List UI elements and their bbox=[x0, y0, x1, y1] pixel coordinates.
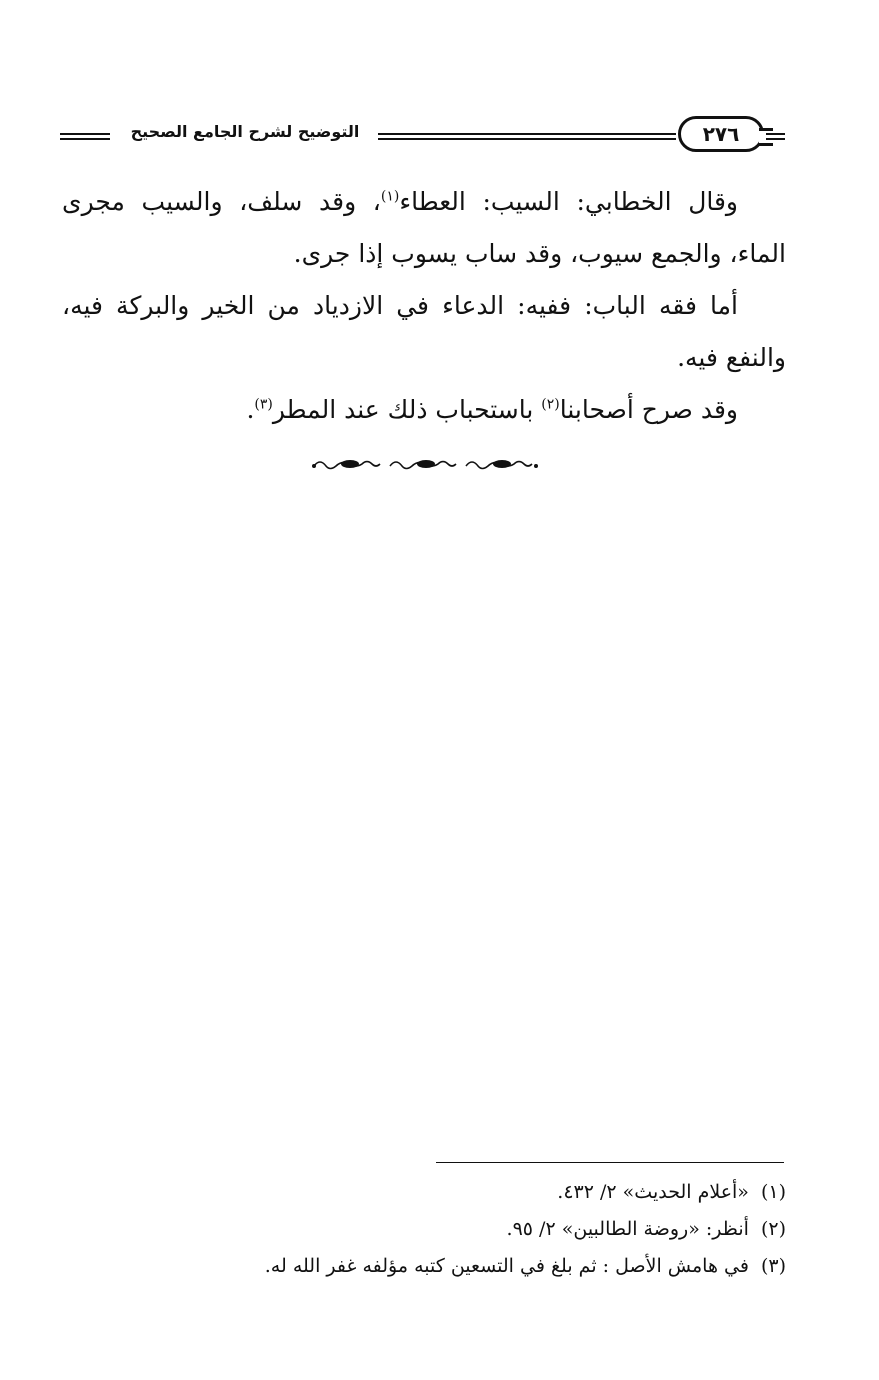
header-rule-middle bbox=[378, 133, 676, 140]
running-title: التوضيح لشرح الجامع الصحيح bbox=[130, 122, 360, 141]
footnote-number: (٢) bbox=[760, 1218, 786, 1240]
page-header bbox=[60, 112, 785, 162]
footnote-number: (١) bbox=[760, 1181, 786, 1203]
footnote-ref-3[interactable]: (٣) bbox=[254, 396, 273, 413]
footnote-text: في هامش الأصل : ثم بلغ في التسعين كتبه مؤلفه غفر الله له. bbox=[264, 1255, 749, 1277]
paragraph-3-part-c: . bbox=[246, 395, 255, 424]
header-rule-left bbox=[60, 133, 110, 140]
footnote-ref-1[interactable]: (١) bbox=[380, 188, 400, 205]
footnote-1 bbox=[150, 1174, 786, 1211]
paragraph-3-part-b: باستحباب ذلك عند المطر bbox=[272, 395, 542, 424]
footnotes bbox=[150, 1174, 786, 1285]
paragraph-1-part-a: وقال الخطابي: السيب: العطاء bbox=[399, 187, 738, 216]
body-text bbox=[62, 176, 786, 436]
footnote-3 bbox=[150, 1248, 786, 1285]
footnote-text: أنظر: «روضة الطالبين» ٢/ ٩٥. bbox=[506, 1218, 749, 1240]
footnote-text: «أعلام الحديث» ٢/ ٤٣٢. bbox=[557, 1181, 749, 1203]
paragraph-1 bbox=[62, 176, 786, 280]
paragraph-2: أما فقه الباب: ففيه: الدعاء في الازدياد من الخير والبركة فيه، والنفع فيه. bbox=[62, 291, 786, 372]
footnote-separator bbox=[436, 1162, 784, 1163]
header-rule-right bbox=[766, 133, 785, 140]
section-ornament-icon bbox=[310, 452, 540, 476]
footnote-number: (٣) bbox=[760, 1255, 786, 1277]
paragraph-3-part-a: وقد صرح أصحابنا bbox=[559, 395, 738, 424]
paragraph-3 bbox=[62, 384, 786, 436]
page-number: ٢٧٦ bbox=[678, 116, 764, 152]
paragraph-1-part-b: ، وقد سلف، والسيب مجرى الماء، والجمع سيوب، وقد ساب يسوب إذا جرى. bbox=[62, 187, 786, 268]
footnote-2 bbox=[150, 1211, 786, 1248]
footnote-ref-2[interactable]: (٢) bbox=[541, 396, 560, 413]
